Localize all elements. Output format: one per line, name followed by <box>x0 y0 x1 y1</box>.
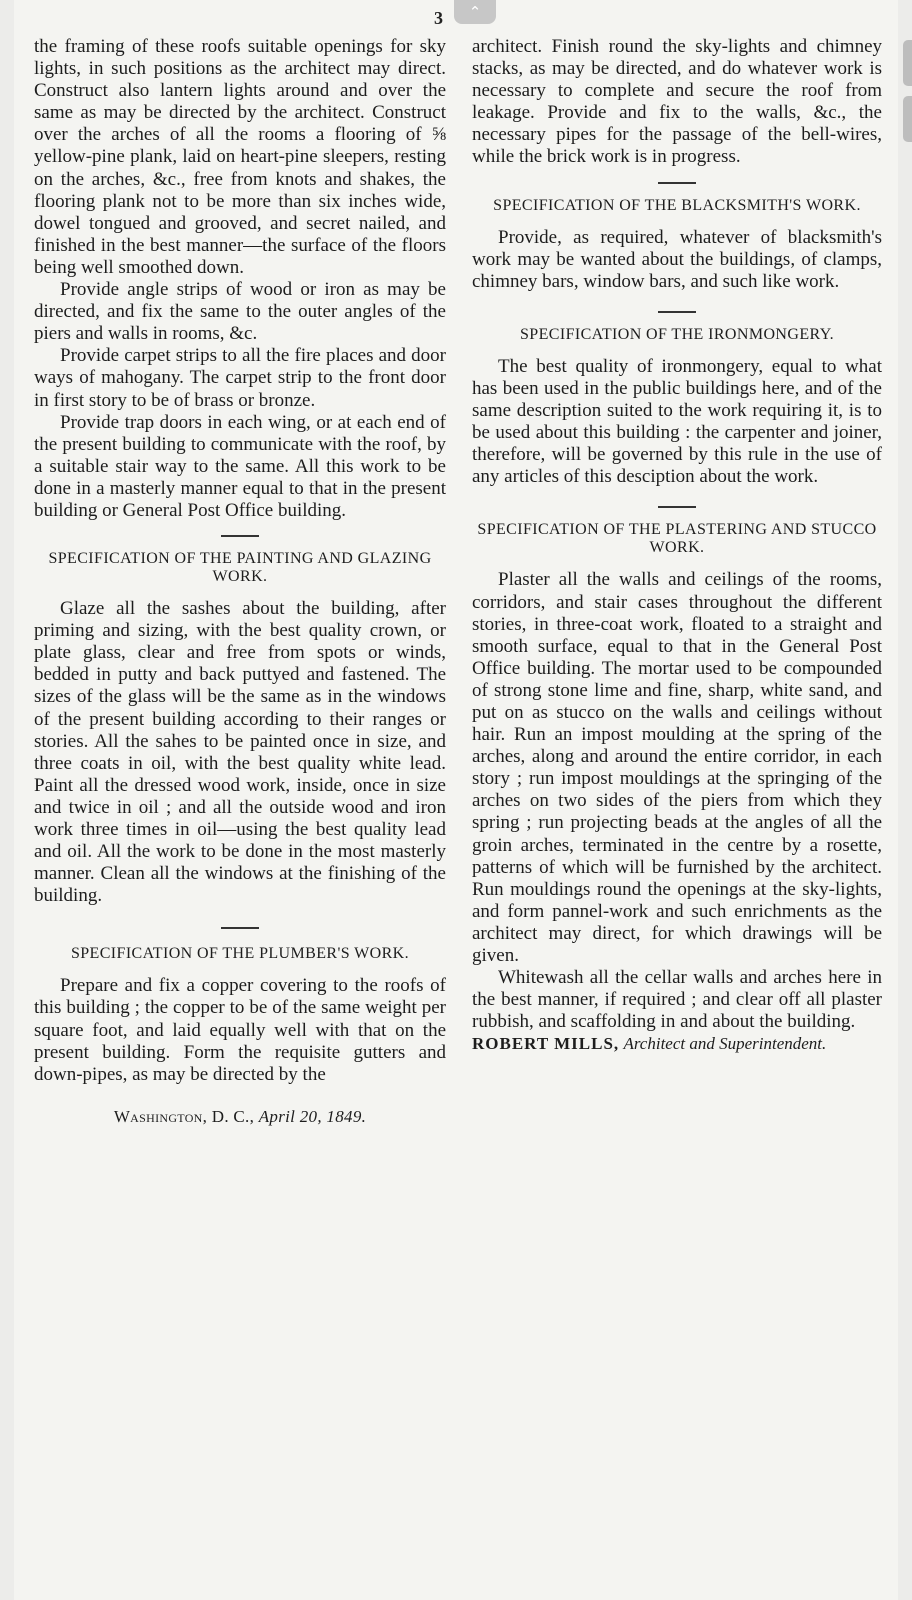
dateline-date: April 20, 1849. <box>258 1106 367 1126</box>
scroll-up-button[interactable] <box>454 0 496 24</box>
chevron-up-icon: ⌃ <box>468 3 482 21</box>
section-divider <box>658 506 696 508</box>
paragraph: Glaze all the sashes about the building, after priming and sizing, with the best quality crown, or plate glass, clear and free from spots or winds, bedded in putty and back puttyed and fastened. The sizes of the glass will be the same as in the windows of the present building according to their ranges or stories. All the sahes to be painted once in size, and three coats in oil, with the best quality white lead. Paint all the dressed wood work, inside, once in size and twice in oil ; and all the outside wood and iron work three times in oil—using the best quality lead and oil. All the work to be done in the most masterly manner. Clean all the windows at the finishing of the building. <box>34 598 446 907</box>
right-column <box>472 36 882 1055</box>
section-heading-blacksmith: SPECIFICATION OF THE BLACKSMITH'S WORK. <box>493 196 861 214</box>
section-heading-plumber: SPECIFICATION OF THE PLUMBER'S WORK. <box>70 945 410 963</box>
section-divider <box>658 311 696 313</box>
section-heading-painting: SPECIFICATION OF THE PAINTING AND GLAZING WORK. <box>48 550 432 586</box>
paragraph: architect. Finish round the sky-lights and chimney stacks, as may be directed, and do whatever work is necessary to complete and secure the roof from leakage. Provide and fix to the walls, &c., the necessary pipes for the passage of the bell-wires, while the brick work is in progress. <box>472 36 882 168</box>
document-page <box>14 0 898 1600</box>
paragraph: the framing of these roofs suitable openings for sky lights, in such positions as the architect may direct. Construct also lantern lights around and over the same as may be directed by the architect. Construct over the arches of all the rooms a flooring of ⅝ yellow-pine plank, laid on heart-pine sleepers, resting on the arches, &c., free from knots and shakes, the flooring plank not to be more than six inches wide, dowel tongued and grooved, and secret nailed, and finished in the best manner—the surface of the floors being well smoothed down. <box>34 36 446 278</box>
dateline-place: Washington, D. C., <box>113 1106 255 1126</box>
paragraph: Plaster all the walls and ceilings of the rooms, corridors, and stair cases throughout the different stories, in three-coat work, floated to a straight and smooth surface, equal to that in the General Post Office building. The mortar used to be compounded of strong stone lime and fine, sharp, white sand, and put on as stucco on the walls and ceilings without hair. Run an impost moulding at the spring of the arches, along and around the entire corridor, in each story ; run impost mouldings at the springing of the arches on two sides of the piers from which they spring ; run projecting beads at the angles of all the groin arches, terminated in the centre by a rosette, patterns of which will be furnished by the architect. Run mouldings round the openings at the sky-lights, and form pannel-work and such enrichments as the architect may direct, for which drawings will be given. <box>472 569 882 966</box>
paragraph: The best quality of ironmongery, equal to what has been used in the public buildings here, and of the same description suited to the work requiring it, is to be used about this building : the carpenter and joiner, therefore, will be governed by this rule in the use of any articles of this desciption about the work. <box>472 355 882 488</box>
paragraph: Prepare and fix a copper covering to the roofs of this building ; the copper to be of the same weight per square foot, and laid equally well with that on the present building. Form the requisite gutters and down-pipes, as may be directed by the <box>34 975 446 1085</box>
side-tab[interactable] <box>903 96 912 142</box>
dateline <box>34 1106 446 1128</box>
signature-title: Architect and Superintendent. <box>623 1034 827 1054</box>
section-divider <box>658 182 696 184</box>
left-column <box>34 36 446 1128</box>
section-divider <box>221 927 259 929</box>
signature <box>472 1033 882 1055</box>
section-heading-plastering: SPECIFICATION OF THE PLASTERING AND STUCCO WORK. <box>477 521 877 557</box>
side-tab[interactable] <box>903 40 912 86</box>
section-heading-ironmongery: SPECIFICATION OF THE IRONMONGERY. <box>520 325 834 343</box>
signature-name: ROBERT MILLS, <box>472 1034 620 1054</box>
section-divider <box>221 535 259 537</box>
paragraph: Provide carpet strips to all the fire places and door ways of mahogany. The carpet strip to the front door in first story to be of brass or bronze. <box>34 345 446 411</box>
paragraph: Whitewash all the cellar walls and arches here in the best manner, if required ; and clear off all plaster rubbish, and scaffolding in and about the building. <box>472 967 882 1033</box>
paragraph: Provide angle strips of wood or iron as may be directed, and fix the same to the outer angles of the piers and walls in rooms, &c. <box>34 279 446 345</box>
paragraph: Provide, as required, whatever of blacksmith's work may be wanted about the buildings, of clamps, chimney bars, window bars, and such like work. <box>472 226 882 292</box>
page-number: 3 <box>434 8 443 28</box>
paragraph: Provide trap doors in each wing, or at each end of the present building to communicate with the roof, by a suitable stair way to the same. All this work to be done in a masterly manner equal to that in the present building or General Post Office building. <box>34 411 446 521</box>
